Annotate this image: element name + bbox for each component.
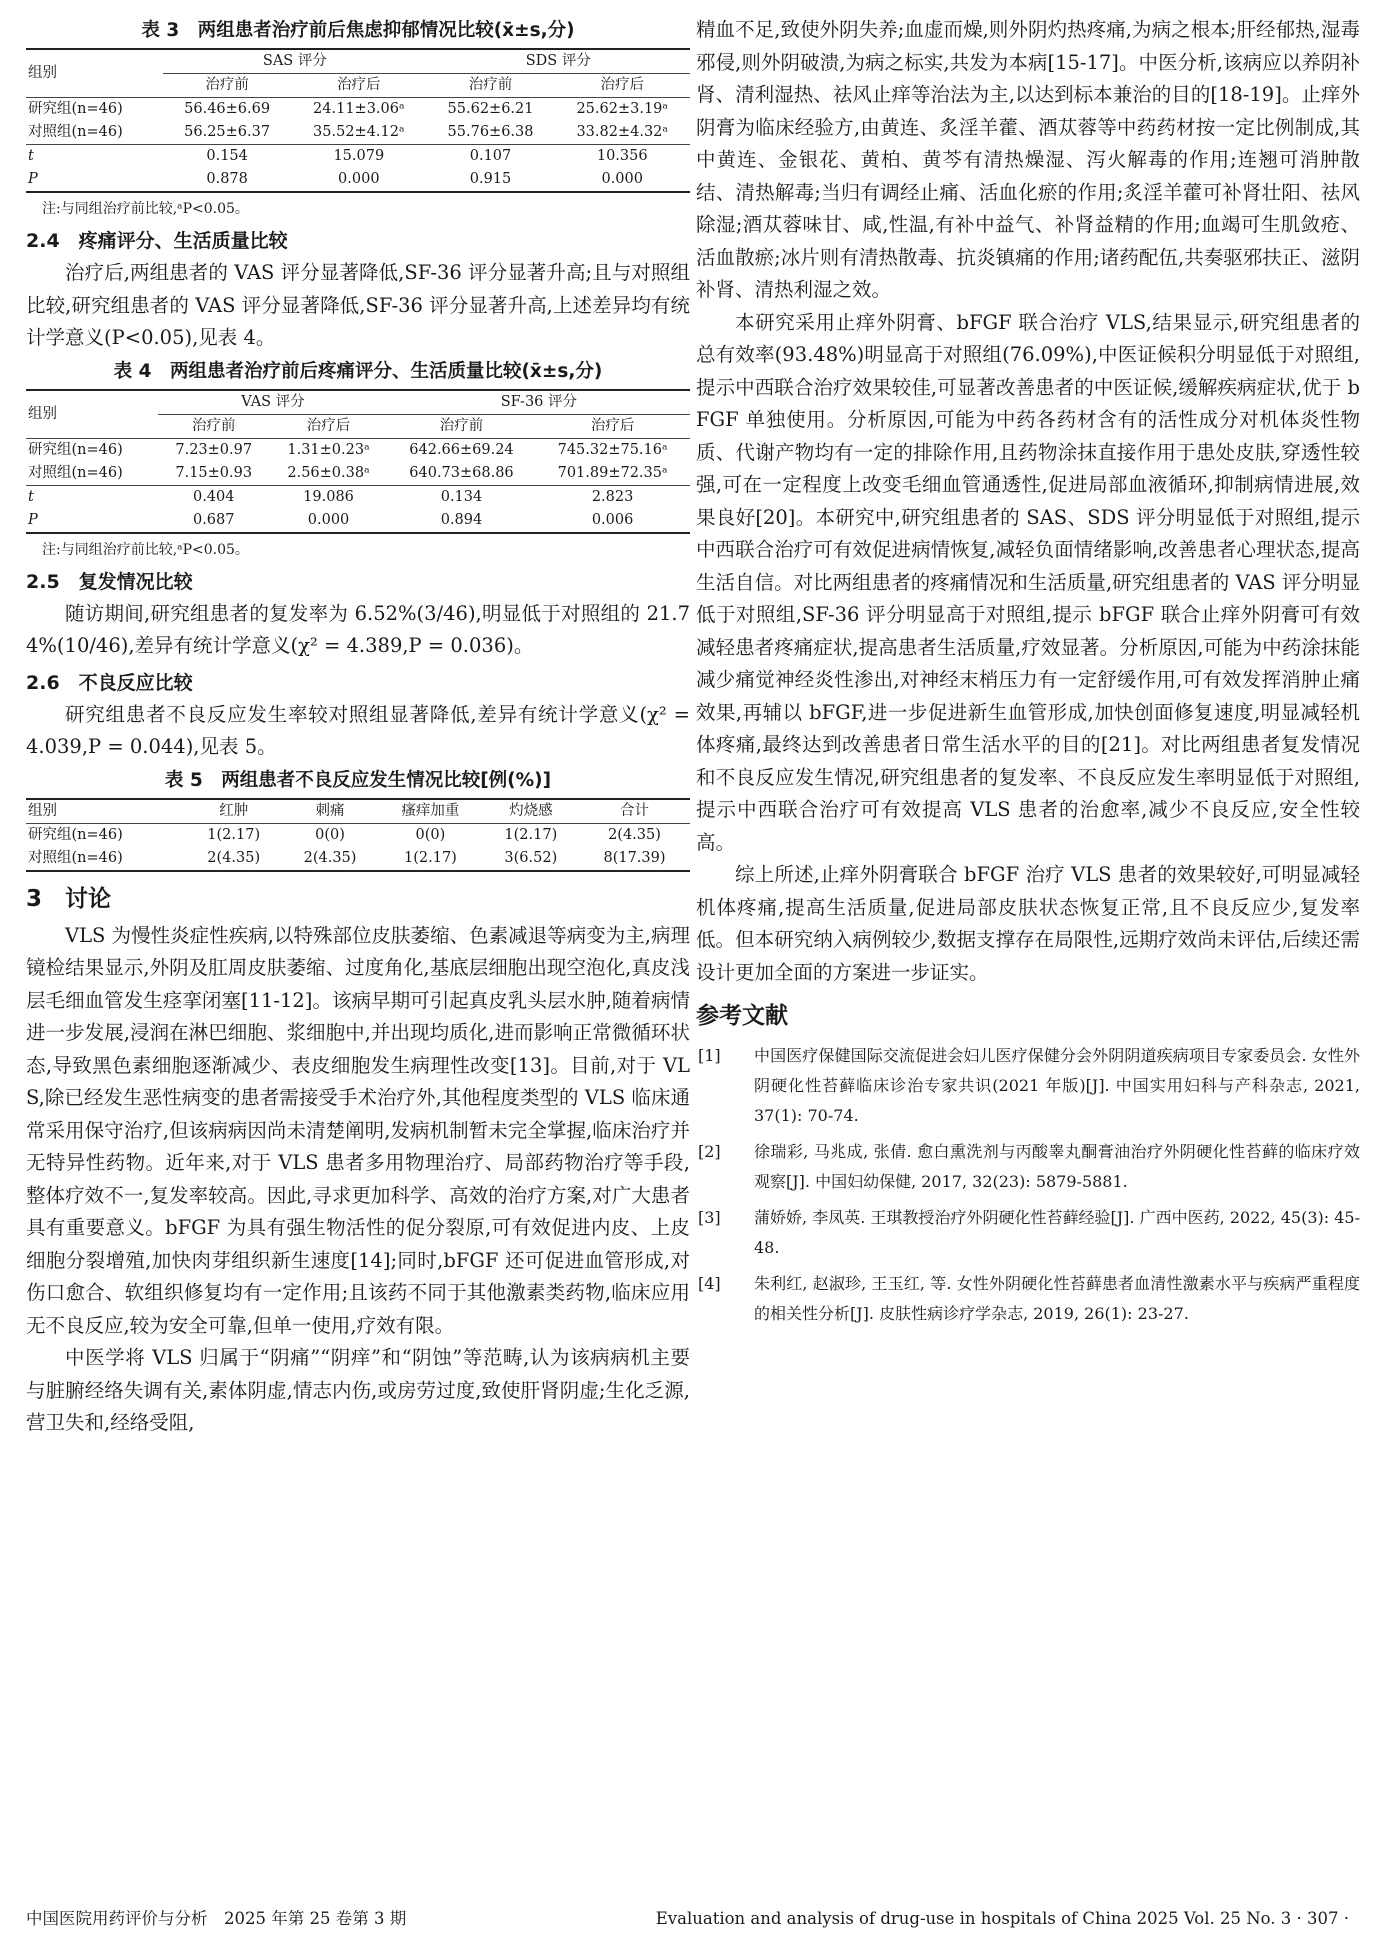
section-2-6-heading: 2.6 不良反应比较 — [26, 671, 193, 694]
table-header: 合计 — [579, 799, 690, 824]
table-cell: 0.000 — [338, 171, 380, 187]
section-2-5-heading: 2.5 复发情况比较 — [26, 570, 193, 593]
table-cell: 15.079 — [291, 145, 427, 169]
table-cell: 33.82±4.32ᵃ — [576, 124, 668, 140]
reference-item — [696, 1269, 1360, 1329]
discussion-paragraph-4: 本研究采用止痒外阴膏、bFGF 联合治疗 VLS,结果显示,研究组患者的总有效率(93.48%)明显高于对照组(76.09%),中医证候积分明显低于对照组,提示中西联合治疗效果较佳,可显著改善患者的中医证候,缓解疾病症状,优于 bFGF 单独使用。分析原因,可能为中药各药材含有的活性成分对机体炎性物质、代谢产物均有一定的排除作用,且药物涂抹直接作用于患处皮肤,穿透性较强,可在一定程度上改变毛细血管通透性,促进局部血液循环,抑制病情进展,效果良好[20]。本研究中,研究组患者的 SAS、SDS 评分明显低于对照组,提示中西联合治疗可有效促进病情恢复,减轻负面情绪影响,改善患者心理状态,提高生活自信。对比两组患者的疼痛情况和生活质量,研究组患者的 VAS 评分明显低于对照组,SF-36 评分明显高于对照组,提示 bFGF 联合止痒外阴膏可有效减轻患者疼痛症状,提高患者生活质量,疗效显著。分析原因,可能为中药涂抹能减少痛觉神经炎性渗出,对神经末梢压力有一定舒缓作用,可有效发挥消肿止痛效果,再辅以 bFGF,进一步促进新生血管形成,加快创面修复速度,明显减轻机体疼痛,最终达到改善患者日常生活水平的目的[21]。对比两组患者复发情况和不良反应发生情况,研究组患者的复发率、不良反应发生率明显低于对照组,提示中西联合治疗可有效提高 VLS 患者的治愈率,减少不良反应,安全性较高。 — [696, 310, 1360, 854]
table-3-note: 注:与同组治疗前比较,ᵃP<0.05。 — [42, 201, 249, 217]
reference-number: [3] — [698, 1208, 721, 1227]
table-4-after-b: 治疗后 — [535, 414, 690, 438]
reference-number: [2] — [698, 1142, 721, 1161]
footer-journal-chinese: 中国医院用药评价与分析 2025 年第 25 卷第 3 期 — [26, 1909, 407, 1928]
table-cell: 640.73±68.86 — [409, 464, 514, 481]
reference-number: [1] — [698, 1046, 721, 1065]
table-row — [26, 509, 690, 533]
table-cell: 1.31±0.23ᵃ — [287, 441, 370, 458]
table-4-caption: 表 4 两组患者治疗前后疼痛评分、生活质量比较(x̄±s,分) — [113, 360, 603, 382]
section-3-heading: 3 讨论 — [26, 885, 112, 912]
table-cell: 7.23±0.97 — [175, 441, 253, 458]
reference-item — [696, 1041, 1360, 1131]
table-cell: 0.107 — [427, 145, 555, 169]
table-cell: 0.000 — [601, 171, 643, 187]
table-4-after-a: 治疗后 — [269, 414, 387, 438]
table-cell: 0.915 — [469, 171, 512, 187]
table-4-before-b: 治疗前 — [388, 414, 535, 438]
table-row — [26, 823, 690, 847]
left-column — [26, 14, 690, 1440]
table-cell: 2.56±0.38ᵃ — [287, 464, 370, 481]
page-footer — [26, 1904, 1349, 1934]
table-cell: 0.687 — [192, 511, 235, 528]
table-4 — [26, 389, 690, 534]
reference-text: 蒲娇娇, 李凤英. 王琪教授治疗外阴硬化性苔藓经验[J]. 广西中医药, 2022, 45(3): 45-48. — [754, 1208, 1360, 1257]
table-cell: 24.11±3.06ᵃ — [313, 101, 405, 117]
table-row — [26, 121, 690, 145]
table-cell: 3(6.52) — [504, 849, 558, 866]
table-3-before-b: 治疗前 — [427, 74, 555, 98]
table-cell: 7.15±0.93 — [175, 464, 253, 481]
table-cell: 0.006 — [591, 511, 634, 528]
table-cell: 10.356 — [554, 145, 690, 169]
table-row — [26, 462, 690, 486]
table-3-before-a: 治疗前 — [163, 74, 291, 98]
discussion-paragraph-3: 精血不足,致使外阴失养;血虚而燥,则外阴灼热疼痛,为病之根本;肝经郁热,湿毒邪侵,则外阴破溃,为病之标实,共发为本病[15-17]。中医分析,该病应以养阴补肾、清利湿热、祛风止痒等治法为主,以达到标本兼治的目的[18-19]。止痒外阴膏为临床经验方,由黄连、炙淫羊藿、酒苁蓉等中药药材按一定比例制成,其中黄连、金银花、黄柏、黄芩有清热燥湿、泻火解毒的作用;连翘可消肿散结、清热解毒;当归有调经止痛、活血化瘀的作用;炙淫羊藿可补肾壮阳、祛风除湿;酒苁蓉味甘、咸,性温,有补中益气、补肾益精的作用;血竭可生肌敛疮、活血散瘀;冰片则有清热散毒、抗炎镇痛的作用;诸药配伍,共奏驱邪扶正、滋阴补肾、清热利湿之效。 — [696, 18, 1360, 301]
table-cell: t — [26, 485, 158, 509]
reference-text: 朱利红, 赵淑珍, 王玉红, 等. 女性外阴硬化性苔藓患者血清性激素水平与疾病严重程度的相关性分析[J]. 皮肤性病诊疗学杂志, 2019, 26(1): 23-27. — [754, 1274, 1360, 1323]
table-3-after-a: 治疗后 — [291, 74, 427, 98]
reference-list — [696, 1041, 1360, 1329]
table-3-caption: 表 3 两组患者治疗前后焦虑抑郁情况比较(x̄±s,分) — [141, 20, 575, 41]
table-cell: 对照组(n=46) — [28, 849, 123, 866]
table-cell: 745.32±75.16ᵃ — [557, 441, 668, 458]
table-cell: 55.62±6.21 — [447, 101, 534, 117]
table-cell: 56.46±6.69 — [184, 101, 271, 117]
reference-number: [4] — [698, 1274, 721, 1293]
table-cell: 1(2.17) — [207, 826, 261, 843]
table-row — [26, 847, 690, 871]
table-cell: 研究组(n=46) — [28, 441, 123, 458]
section-2-4-text: 治疗后,两组患者的 VAS 评分显著降低,SF-36 评分显著升高;且与对照组比较,研究组患者的 VAS 评分显著降低,SF-36 评分显著升高,上述差异均有统计学意义(P<0.05),见表 4。 — [26, 261, 690, 349]
table-cell: 56.25±6.37 — [184, 124, 271, 140]
reference-item — [696, 1137, 1360, 1197]
table-4-before-a: 治疗前 — [158, 414, 269, 438]
table-cell: 2(4.35) — [303, 849, 357, 866]
table-cell: 8(17.39) — [603, 849, 666, 866]
table-row — [26, 98, 690, 122]
table-cell: 0.134 — [388, 485, 535, 509]
table-5 — [26, 798, 690, 872]
table-cell: 642.66±69.24 — [409, 441, 514, 458]
table-cell: 0.404 — [158, 485, 269, 509]
table-row — [26, 168, 690, 192]
table-cell: 0.154 — [163, 145, 291, 169]
table-header: 瘙痒加重 — [378, 799, 483, 824]
table-4-note: 注:与同组治疗前比较,ᵃP<0.05。 — [42, 541, 249, 558]
table-3-after-b: 治疗后 — [554, 74, 690, 98]
table-3 — [26, 48, 690, 193]
table-cell: t — [26, 145, 163, 169]
table-cell: 2.823 — [535, 485, 690, 509]
table-cell: 35.52±4.12ᵃ — [313, 124, 405, 140]
right-column — [696, 14, 1360, 1335]
section-2-5-text: 随访期间,研究组患者的复发率为 6.52%(3/46),明显低于对照组的 21.74%(10/46),差异有统计学意义(χ² = 4.389,P = 0.036)。 — [26, 601, 690, 657]
table-cell: 研究组(n=46) — [28, 826, 123, 843]
table-cell: 2(4.35) — [207, 849, 261, 866]
table-3-metric-a: SAS 评分 — [163, 49, 426, 74]
reference-text: 中国医疗保健国际交流促进会妇儿医疗保健分会外阴阴道疾病项目专家委员会. 女性外阴硬化性苔藓临床诊治专家共识(2021 年版)[J]. 中国实用妇科与产科杂志, 2021, 37(1): 70-74. — [754, 1046, 1360, 1125]
table-cell: 55.76±6.38 — [447, 124, 534, 140]
table-3-group-header: 组别 — [26, 49, 163, 98]
table-header: 组别 — [26, 799, 186, 824]
table-header: 灼烧感 — [483, 799, 579, 824]
table-5-caption: 表 5 两组患者不良反应发生情况比较[例(%)] — [164, 769, 552, 791]
table-cell: 0.894 — [440, 511, 483, 528]
section-2-6-text: 研究组患者不良反应发生率较对照组显著降低,差异有统计学意义(χ² = 4.039,P = 0.044),见表 5。 — [26, 702, 690, 758]
discussion-paragraph-2: 中医学将 VLS 归属于“阴痛”“阴痒”和“阴蚀”等范畴,认为该病病机主要与脏腑经络失调有关,素体阴虚,情志内伤,或房劳过度,致使肝肾阴虚;生化乏源,营卫失和,经络受阻, — [26, 1346, 690, 1434]
discussion-paragraph-1: VLS 为慢性炎症性疾病,以特殊部位皮肤萎缩、色素减退等病变为主,病理镜检结果显示,外阴及肛周皮肤萎缩、过度角化,基底层细胞出现空泡化,真皮浅层毛细血管发生痉挛闭塞[11-12]。该病早期可引起真皮乳头层水肿,随着病情进一步发展,浸润在淋巴细胞、浆细胞中,并出现均质化,进而影响正常微循环状态,导致黑色素细胞逐渐减少、表皮细胞发生病理性改变[13]。目前,对于 VLS,除已经发生恶性病变的患者需接受手术治疗外,其他程度类型的 VLS 临床通常采用保守治疗,但该病病因尚未清楚阐明,发病机制暂未完全掌握,临床治疗并无特异性药物。近年来,对于 VLS 患者多用物理治疗、局部药物治疗等手段,整体疗效不一,复发率较高。因此,寻求更加科学、高效的治疗方案,对广大患者具有重要意义。bFGF 为具有强生物活性的促分裂原,可有效促进内皮、上皮细胞分裂增殖,加快肉芽组织新生速度[14];同时,bFGF 还可促进血管形成,对伤口愈合、软组织修复均有一定作用;且该药不同于其他激素类药物,临床应用无不良反应,较为安全可靠,但单一使用,疗效有限。 — [26, 923, 690, 1337]
table-cell: 2(4.35) — [608, 826, 661, 843]
references-heading: 参考文献 — [696, 1003, 788, 1029]
table-cell: 0.878 — [206, 171, 248, 187]
reference-text: 徐瑞彩, 马兆成, 张倩. 愈白熏洗剂与丙酸睾丸酮膏油治疗外阴硬化性苔藓的临床疗效观察[J]. 中国妇幼保健, 2017, 32(23): 5879-5881. — [754, 1142, 1360, 1191]
table-header: 刺痛 — [282, 799, 378, 824]
conclusion-paragraph: 综上所述,止痒外阴膏联合 bFGF 治疗 VLS 患者的效果较好,可明显减轻机体疼痛,提高生活质量,促进局部皮肤状态恢复正常,且不良反应少,复发率低。但本研究纳入病例较少,数据支撑存在局限性,远期疗效尚未评估,后续还需设计更加全面的方案进一步证实。 — [696, 863, 1360, 984]
table-row — [26, 145, 690, 169]
table-3-metric-b: SDS 评分 — [427, 49, 690, 74]
table-row — [26, 485, 690, 509]
table-cell: 对照组(n=46) — [28, 464, 123, 481]
table-cell: 701.89±72.35ᵃ — [557, 464, 668, 481]
table-cell: P — [28, 171, 38, 187]
table-row — [26, 438, 690, 462]
table-4-metric-b: SF-36 评分 — [388, 390, 690, 415]
table-4-metric-a: VAS 评分 — [158, 390, 388, 415]
table-cell: 0(0) — [415, 826, 446, 843]
table-cell: 25.62±3.19ᵃ — [576, 101, 668, 117]
table-cell: 研究组(n=46) — [28, 101, 123, 117]
section-2-4-heading: 2.4 疼痛评分、生活质量比较 — [26, 230, 288, 252]
table-cell: 1(2.17) — [404, 849, 457, 866]
footer-journal-english: Evaluation and analysis of drug-use in hospitals of China 2025 Vol. 25 No. 3 · 307 · — [655, 1909, 1349, 1928]
table-cell: 对照组(n=46) — [28, 124, 123, 140]
table-cell: 0.000 — [307, 511, 350, 528]
table-cell: 19.086 — [269, 485, 387, 509]
table-cell: P — [28, 511, 38, 528]
table-cell: 1(2.17) — [504, 826, 558, 843]
reference-item — [696, 1203, 1360, 1263]
table-4-group-header: 组别 — [26, 390, 158, 439]
table-header: 红肿 — [186, 799, 282, 824]
table-cell: 0(0) — [315, 826, 345, 843]
